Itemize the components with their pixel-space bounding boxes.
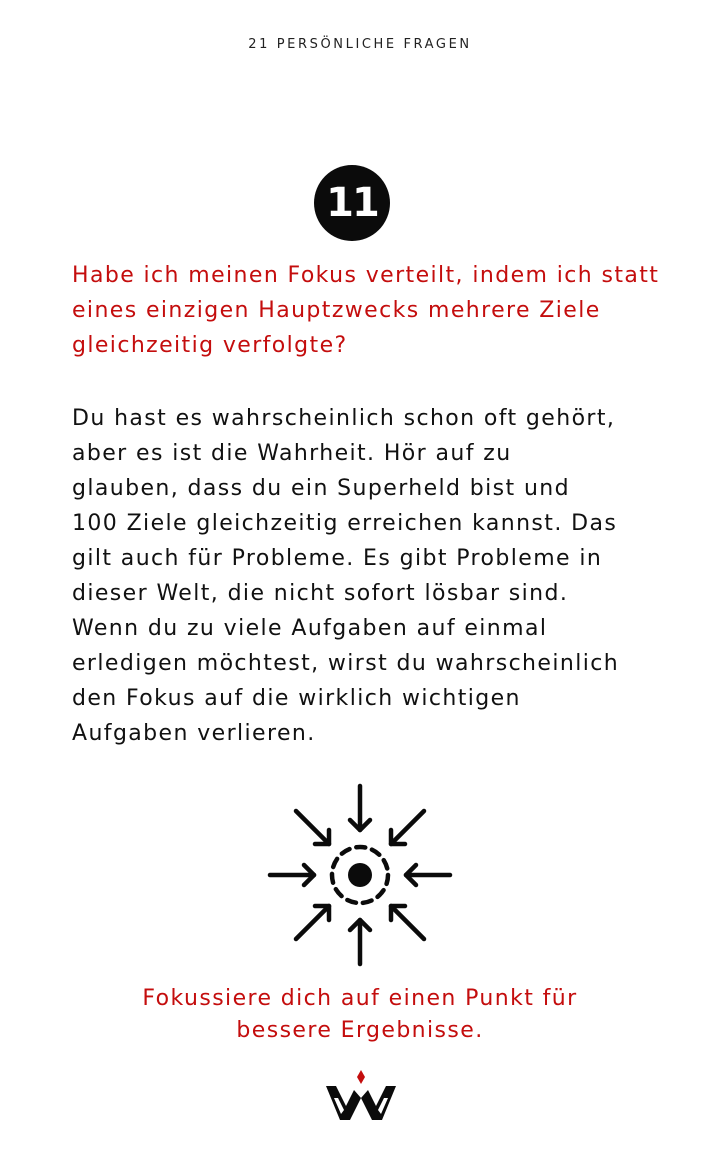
page-header: 21 PERSÖNLICHE FRAGEN: [248, 37, 472, 52]
caption: [0, 983, 720, 1047]
body-line: erledigen möchtest, wirst du wahrscheinlich: [72, 651, 620, 676]
body-line: Aufgaben verlieren.: [72, 721, 316, 746]
crown-logo-icon: [324, 1068, 398, 1124]
body-line: gilt auch für Probleme. Es gibt Probleme in: [72, 546, 603, 571]
body-line: Wenn du zu viele Aufgaben auf einmal: [72, 616, 548, 641]
body-line: Du hast es wahrscheinlich schon oft gehört,: [72, 406, 616, 431]
body-line: den Fokus auf die wirklich wichtigen: [72, 686, 521, 711]
caption-line: bessere Ergebnisse.: [236, 1018, 484, 1043]
body-line: 100 Ziele gleichzeitig erreichen kannst. Das: [72, 511, 618, 536]
body-line: dieser Welt, die nicht sofort lösbar sind.: [72, 581, 569, 606]
body-paragraph: [72, 401, 682, 751]
question-number-badge: 11: [314, 165, 390, 241]
body-line: glauben, dass du ein Superheld bist und: [72, 476, 571, 501]
caption-line: Fokussiere dich auf einen Punkt für: [142, 986, 578, 1011]
body-line: aber es ist die Wahrheit. Hör auf zu: [72, 441, 512, 466]
question-text: Habe ich meinen Fokus verteilt, indem ich statt eines einzigen Hauptzwecks mehrere Ziele gleichzeitig verfolgte?: [72, 263, 660, 358]
focus-target-icon: [260, 780, 460, 970]
